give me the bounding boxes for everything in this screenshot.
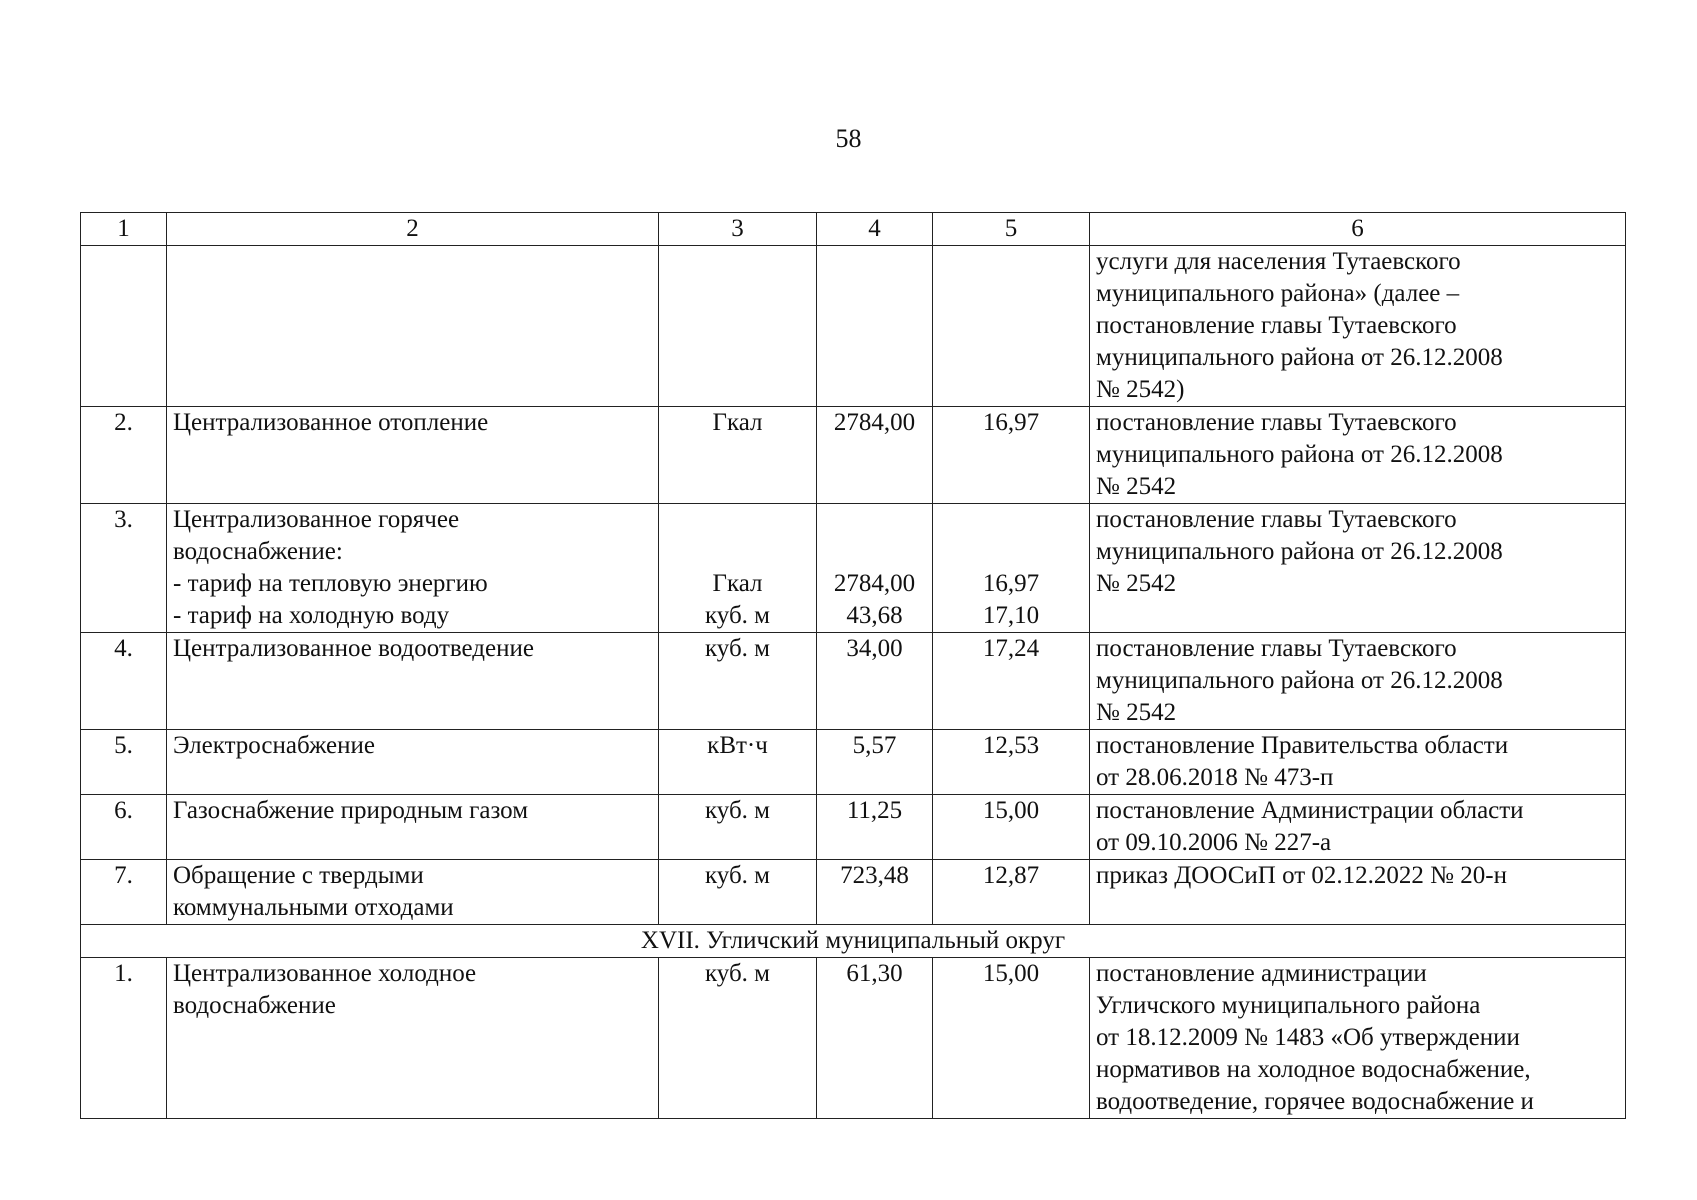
service-name <box>167 958 659 1119</box>
row-number: 6. <box>81 795 167 860</box>
table-row <box>81 633 1626 730</box>
quantity-value-line: 43,68 <box>846 602 903 629</box>
tariff-value <box>933 504 1090 633</box>
legal-basis <box>1090 246 1626 407</box>
unit-cell-line: куб. м <box>704 602 770 629</box>
unit-cell <box>659 958 817 1119</box>
quantity-value-line: 11,25 <box>846 797 903 824</box>
legal-basis <box>1090 795 1626 860</box>
column-header-5: 5 <box>933 213 1090 246</box>
legal-basis-line: от 28.06.2018 № 473-п <box>1096 764 1334 791</box>
legal-basis-line: водоотведение, горячее водоснабжение и <box>1096 1088 1534 1115</box>
legal-basis <box>1090 860 1626 925</box>
legal-basis-line: услуги для населения Тутаевского <box>1096 248 1461 275</box>
quantity-value-line: 34,00 <box>846 635 903 662</box>
service-name-line: Обращение с твердыми <box>173 862 424 889</box>
legal-basis-line: № 2542 <box>1096 473 1177 500</box>
column-header-4: 4 <box>817 213 933 246</box>
unit-cell-line <box>665 504 810 536</box>
unit-cell-line: куб. м <box>704 960 770 987</box>
quantity-value-line: 723,48 <box>840 862 909 889</box>
legal-basis-line: постановление главы Тутаевского <box>1096 409 1457 436</box>
tariff-value-line: 12,87 <box>982 862 1040 889</box>
service-name-line: Централизованное горячее <box>173 506 460 533</box>
row-number: 7. <box>81 860 167 925</box>
legal-basis-line: приказ ДООСиП от 02.12.2022 № 20-н <box>1096 862 1507 889</box>
legal-basis-line: постановление главы Тутаевского <box>1096 312 1457 339</box>
legal-basis <box>1090 958 1626 1119</box>
legal-basis-line: Угличского муниципального района <box>1096 992 1481 1019</box>
unit-cell <box>659 730 817 795</box>
quantity-value-line <box>823 504 926 536</box>
quantity-value-line: 5,57 <box>852 732 897 759</box>
unit-cell <box>659 246 817 407</box>
quantity-value-line: 2784,00 <box>833 570 916 597</box>
quantity-value <box>817 860 933 925</box>
column-header-2: 2 <box>167 213 659 246</box>
quantity-value-line: 2784,00 <box>833 409 916 436</box>
row-number: 3. <box>81 504 167 633</box>
legal-basis-line: постановление главы Тутаевского <box>1096 635 1457 662</box>
quantity-value <box>817 407 933 504</box>
table-row <box>81 246 1626 407</box>
unit-cell-line <box>665 536 810 568</box>
table-row <box>81 730 1626 795</box>
table-row <box>81 958 1626 1119</box>
row-number: 5. <box>81 730 167 795</box>
section-row <box>81 925 1626 958</box>
service-name-line: коммунальными отходами <box>173 894 454 921</box>
unit-cell-line: куб. м <box>704 797 770 824</box>
legal-basis-line: постановление Администрации области <box>1096 797 1524 824</box>
tariff-value <box>933 730 1090 795</box>
unit-cell-line: куб. м <box>704 862 770 889</box>
row-number <box>81 246 167 407</box>
quantity-value <box>817 633 933 730</box>
tariff-value-line: 15,00 <box>982 797 1040 824</box>
legal-basis-line: № 2542) <box>1096 376 1185 403</box>
tariff-value <box>933 407 1090 504</box>
unit-cell <box>659 407 817 504</box>
legal-basis <box>1090 504 1626 633</box>
row-number: 1. <box>81 958 167 1119</box>
unit-cell-line: Гкал <box>712 570 763 597</box>
legal-basis-line: № 2542 <box>1096 699 1177 726</box>
service-name-line: Газоснабжение природным газом <box>173 797 529 824</box>
quantity-value <box>817 730 933 795</box>
service-name <box>167 246 659 407</box>
service-name-line: Централизованное отопление <box>173 409 489 436</box>
legal-basis-line: постановление администрации <box>1096 960 1427 987</box>
service-name-line: водоснабжение: <box>173 538 343 565</box>
table-header-row <box>81 213 1626 246</box>
quantity-value <box>817 795 933 860</box>
service-name-line: Централизованное водоотведение <box>173 635 534 662</box>
tariff-value-line <box>939 536 1083 568</box>
quantity-value <box>817 958 933 1119</box>
table-row <box>81 407 1626 504</box>
service-name <box>167 860 659 925</box>
legal-basis-line: нормативов на холодное водоснабжение, <box>1096 1056 1531 1083</box>
legal-basis <box>1090 633 1626 730</box>
column-header-1: 1 <box>81 213 167 246</box>
legal-basis <box>1090 730 1626 795</box>
service-name-line: водоснабжение <box>173 992 336 1019</box>
legal-basis-line: муниципального района от 26.12.2008 <box>1096 538 1503 565</box>
service-name-line: Централизованное холодное <box>173 960 477 987</box>
unit-cell <box>659 633 817 730</box>
tariff-value-line: 17,24 <box>982 635 1040 662</box>
legal-basis-line: муниципального района от 26.12.2008 <box>1096 344 1503 371</box>
section-title: XVII. Угличский муниципальный округ <box>81 925 1626 958</box>
tariff-value <box>933 246 1090 407</box>
service-name-line: Электроснабжение <box>173 732 375 759</box>
quantity-value-line <box>823 536 926 568</box>
service-name <box>167 730 659 795</box>
tariff-value <box>933 860 1090 925</box>
legal-basis-line: муниципального района» (далее – <box>1096 280 1460 307</box>
service-name <box>167 504 659 633</box>
tariff-value-line: 16,97 <box>982 570 1040 597</box>
tariff-value-line: 16,97 <box>982 409 1040 436</box>
quantity-value <box>817 246 933 407</box>
table-row <box>81 860 1626 925</box>
column-header-6: 6 <box>1090 213 1626 246</box>
unit-cell-line: Гкал <box>712 409 763 436</box>
page-number: 58 <box>835 124 862 153</box>
service-name-line: - тариф на тепловую энергию <box>173 570 488 597</box>
quantity-value-line: 61,30 <box>846 960 903 987</box>
quantity-value <box>817 504 933 633</box>
tariff-value-line <box>939 504 1083 536</box>
service-name <box>167 407 659 504</box>
table-row <box>81 795 1626 860</box>
table-row <box>81 504 1626 633</box>
legal-basis <box>1090 407 1626 504</box>
column-header-3: 3 <box>659 213 817 246</box>
unit-cell <box>659 795 817 860</box>
legal-basis-line: постановление Правительства области <box>1096 732 1509 759</box>
unit-cell-line: куб. м <box>704 635 770 662</box>
tariff-value-line: 12,53 <box>982 732 1040 759</box>
legal-basis-line: от 09.10.2006 № 227-а <box>1096 829 1332 856</box>
tariff-value <box>933 958 1090 1119</box>
row-number: 2. <box>81 407 167 504</box>
unit-cell <box>659 860 817 925</box>
unit-cell <box>659 504 817 633</box>
tariff-table <box>80 212 1626 1119</box>
legal-basis-line: от 18.12.2009 № 1483 «Об утверждении <box>1096 1024 1520 1051</box>
row-number: 4. <box>81 633 167 730</box>
tariff-value <box>933 795 1090 860</box>
tariff-value-line: 15,00 <box>982 960 1040 987</box>
legal-basis-line: муниципального района от 26.12.2008 <box>1096 667 1503 694</box>
service-name-line: - тариф на холодную воду <box>173 602 450 629</box>
tariff-value-line: 17,10 <box>982 602 1040 629</box>
service-name <box>167 633 659 730</box>
unit-cell-line: кВт·ч <box>707 732 768 759</box>
legal-basis-line: муниципального района от 26.12.2008 <box>1096 441 1503 468</box>
service-name <box>167 795 659 860</box>
tariff-value <box>933 633 1090 730</box>
legal-basis-line: постановление главы Тутаевского <box>1096 506 1457 533</box>
legal-basis-line: № 2542 <box>1096 570 1177 597</box>
